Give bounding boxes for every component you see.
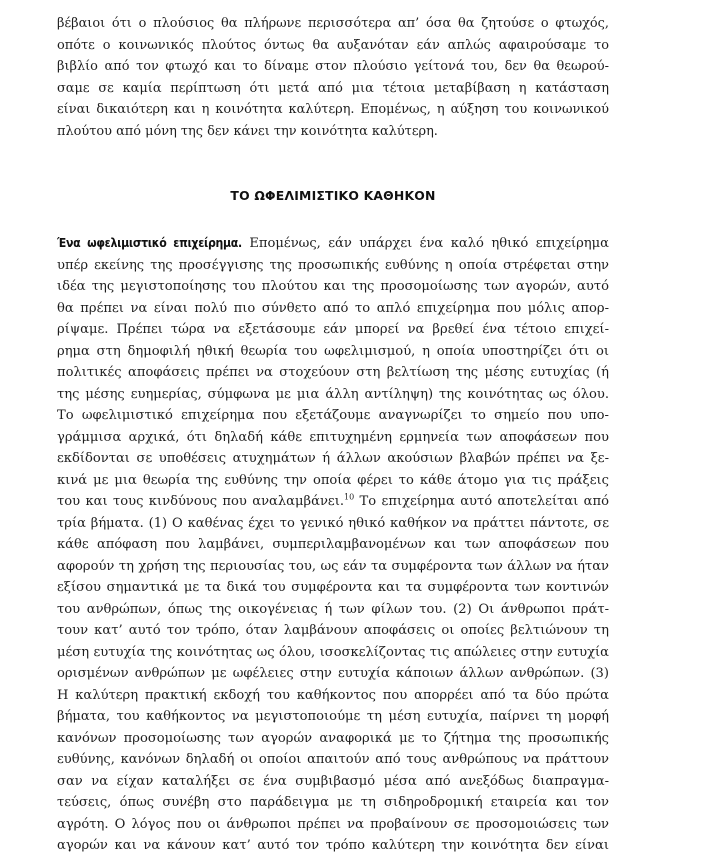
footnote-reference[interactable]: 10 <box>344 492 355 502</box>
text-line: ορισμένων ανθρώπων με ωφέλειες στην ευτυχία κάποιων άλλων ανθρώπων. (3) <box>57 666 609 681</box>
text-line: θα πρέπει να είναι πολύ πιο σύνθετο από το απλό επιχείρημα που μόλις απορ- <box>57 300 609 316</box>
run-in-heading: Ένα ωφελιμιστικό επιχείρημα. <box>57 236 242 250</box>
text-line: αγορών και να κάνουν κατ’ αυτό τον τρόπο καλύτερη την κοινότητα δεν είναι <box>57 838 609 853</box>
text-run: Επομένως, εάν υπάρχει ένα καλό ηθικό επιχείρημα <box>241 236 609 251</box>
text-line: πλούτου από μόνη της δεν κάνει την κοινότητα καλύτερη. <box>57 123 438 139</box>
text-line: υπέρ εκείνης της προσέγγισης της προσωπικής ευθύνης η οποία στρέφεται στην <box>57 257 609 273</box>
text-line: ρημα στη δημοφιλή ηθική θεωρία του ωφελιμισμού, η οποία υποστηρίζει ότι οι <box>57 343 609 359</box>
section-heading: ΤΟ ΩΦΕΛΙΜΙΣΤΙΚΟ ΚΑΘΗΚΟΝ <box>230 188 436 203</box>
text-line: της μέσης ευημερίας, σύμφωνα με μια άλλη αντίληψη) της κοινότητας ως όλου. <box>57 386 609 402</box>
text-line: τουν κατ’ αυτό τον τρόπο, όταν λαμβάνουν αποφάσεις οι οποίες βελτιώνουν τη <box>57 623 609 638</box>
text-line: κινά με μια θεωρία της ευθύνης την οποία φέρει το κάθε άτομο για τις πράξεις <box>57 472 609 488</box>
text-line: πολιτικές αποφάσεις πρέπει να στοχεύουν στη βελτίωση της μέσης ευτυχίας (ή <box>57 365 609 380</box>
text-line: ιδέα της μεγιστοποίησης του πλούτου και της προσομοίωσης των αγορών, αυτό <box>57 279 609 294</box>
text-line: αγρότη. Ο λόγος που οι άνθρωποι πρέπει να προβαίνουν σε προσομοιώσεις των <box>57 816 609 832</box>
book-page <box>57 13 609 853</box>
text-line: τεύσεις, όπως συνέβη στο παράδειγμα με τη σιδηροδρομική εταιρεία και τον <box>57 795 609 810</box>
text-run: του και τους κινδύνους που αναλαμβάνει. <box>57 494 344 509</box>
text-line: σαν να είχαν καταλήξει σε ένα συμβιβασμό μέσα από ανεξόδως διαπραγμα- <box>57 773 609 789</box>
text-run: Το επιχείρημα αυτό αποτελείται από <box>354 494 609 509</box>
paragraph-wealth-conclusion <box>57 13 609 142</box>
text-line: κάθε απόφαση που λαμβάνει, συμπεριλαμβανομένων και των αποφάσεων που <box>57 537 609 552</box>
text-line: σαμε σε καμία περίπτωση ότι μετά από μια τέτοια μεταβίβαση η κατάσταση <box>57 80 609 96</box>
text-line: οπότε ο κοινωνικός πλούτος όντως θα αυξανόταν εάν απλώς αφαιρούσαμε το <box>57 37 609 53</box>
text-line: ρίψαμε. Πρέπει τώρα να εξετάσουμε εάν μπορεί να βρεθεί ένα τέτοιο επιχεί- <box>57 322 609 337</box>
text-line: βέβαιοι ότι ο πλούσιος θα πλήρωνε περισσότερα απ’ όσα θα ζητούσε ο φτωχός, <box>57 16 609 31</box>
text-line: του ανθρώπων, όπως της οικογένειας ή των φίλων του. (2) Οι άνθρωποι πράτ- <box>57 601 609 617</box>
text-line <box>57 233 609 255</box>
text-line: τρία βήματα. (1) Ο καθένας έχει το γενικό ηθικό καθήκον να πράττει πάντοτε, σε <box>57 515 609 531</box>
text-line: εξίσου σημαντικά με τα δικά του συμφέροντα και τα συμφέροντα των κοντινών <box>57 580 609 595</box>
text-line: αφορούν τη χρήση της περιουσίας του, ως εάν τα συμφέροντα των άλλων να ήταν <box>57 558 609 574</box>
text-line: Το ωφελιμιστικό επιχείρημα που εξετάζουμε αναγνωρίζει το σημείο που υπο- <box>57 408 609 423</box>
text-line <box>57 491 609 513</box>
text-line: Η καλύτερη πρακτική εκδοχή του καθήκοντος που απορρέει από τα δύο πρώτα <box>57 687 609 703</box>
text-line: ευθύνης, κανόνων δηλαδή οι οποίοι απαιτούν από τους ανθρώπους να πράττουν <box>57 752 609 767</box>
text-line: κανόνων προσομοίωσης των αγορών αναφορικά με το ζήτημα της προσωπικής <box>57 730 609 746</box>
text-line: γράμμισα αρχικά, ότι δηλαδή κάθε επιτυχημένη ερμηνεία των αποφάσεων που <box>57 429 609 445</box>
text-line: βιβλίο από τον φτωχό και το δίναμε στον πλούσιο γείτονά του, δεν θα θεωρού- <box>57 59 609 74</box>
text-line: είναι δικαιότερη και η κοινότητα καλύτερη. Επομένως, η αύξηση του κοινωνικού <box>57 102 609 117</box>
text-line: βήματα, του καθήκοντος να μεγιστοποιούμε τη μέση ευτυχία, παίρνει τη μορφή <box>57 709 609 724</box>
paragraph-utilitarian-argument <box>57 233 609 857</box>
text-line: εκδίδονται σε υποθέσεις ατυχημάτων ή άλλων ακούσιων βλαβών πρέπει να ξε- <box>57 451 609 466</box>
text-line: μέση ευτυχία της κοινότητας ως όλου, ισοσκελίζοντας τις απώλειες στην ευτυχία <box>57 644 609 660</box>
